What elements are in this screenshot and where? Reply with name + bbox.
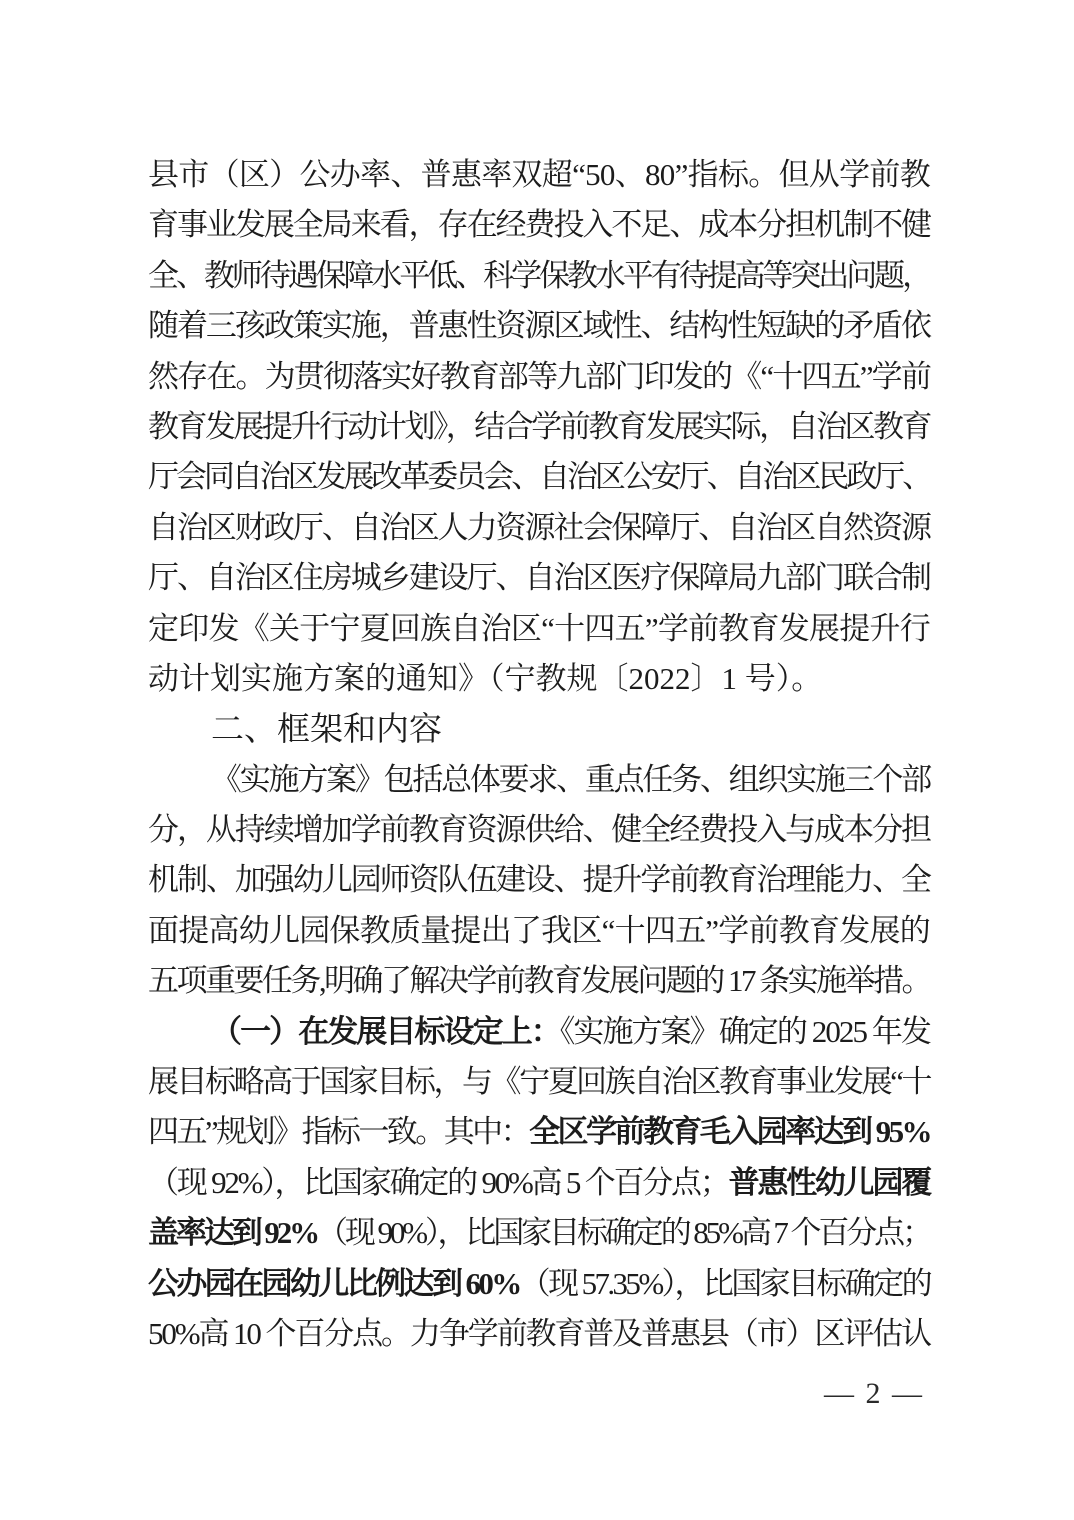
text-line: [148, 1158, 930, 1208]
text-line: [148, 1309, 930, 1359]
text-segment: 全区学前教育毛入园率达到 95%: [529, 1114, 931, 1150]
text-line: [148, 452, 930, 502]
text-segment: 随着三孩政策实施，普惠性资源区域性、结构性短缺的矛盾依: [148, 308, 930, 344]
text-segment: 《实施方案》包括总体要求、重点任务、组织实施三个部: [211, 761, 930, 797]
text-segment: 面提高幼儿园保教质量提出了我区“十四五”学前教育发展的: [148, 912, 930, 948]
text-line: [148, 956, 930, 1006]
text-line: [148, 553, 930, 603]
section-heading: [148, 704, 930, 754]
text-line: [148, 352, 930, 402]
text-segment: 《实施方案》确定的 2025 年发: [559, 1013, 930, 1049]
text-segment: 四五”规划》指标一致。其中：: [148, 1114, 530, 1150]
text-line: [148, 604, 930, 654]
text-segment: 机制、加强幼儿园师资队伍建设、提升学前教育治理能力、全: [148, 862, 930, 898]
text-line: [148, 1007, 930, 1057]
text-segment: 分，从持续增加学前教育资源供给、健全经费投入与成本分担: [148, 812, 930, 848]
text-segment: 盖率达到 92%: [148, 1215, 318, 1251]
text-segment: （现 90%），比国家目标确定的 85%高 7 个百分点；: [317, 1215, 930, 1251]
text-segment: 育事业发展全局来看，存在经费投入不足、成本分担机制不健: [148, 207, 930, 243]
text-segment: 县市（区）公办率、普惠率双超“50、80”指标。但从学前教: [148, 157, 930, 192]
text-segment: 定印发《关于宁夏回族自治区“十四五”学前教育发展提升行: [148, 610, 930, 646]
text-segment: 公办园在园幼儿比例达到 60%: [148, 1265, 520, 1301]
text-line: [148, 200, 930, 250]
page-number: — 2 —: [824, 1377, 924, 1410]
text-line: [148, 1259, 930, 1309]
text-line: [148, 251, 930, 301]
text-segment: 五项重要任务,明确了解决学前教育发展问题的 17 条实施举措。: [148, 963, 930, 999]
text-line: [148, 906, 930, 956]
text-segment: 教育发展提升行动计划》，结合学前教育发展实际，自治区教育: [148, 408, 930, 444]
text-segment: （现 92%），比国家确定的 90%高 5 个百分点；: [148, 1164, 729, 1200]
text-line: [148, 1057, 930, 1107]
text-segment: 普惠性幼儿园覆: [728, 1164, 931, 1200]
text-line: [148, 855, 930, 905]
text-line: [148, 805, 930, 855]
text-line: [148, 402, 930, 452]
text-segment: 自治区财政厅、自治区人力资源社会保障厅、自治区自然资源: [148, 509, 930, 545]
text-line: [148, 755, 930, 805]
text-segment: （现 57.35%），比国家目标确定的: [519, 1265, 930, 1301]
text-segment: 厅、自治区住房城乡建设厅、自治区医疗保障局九部门联合制: [148, 560, 930, 596]
text-segment: （一）在发展目标设定上：: [211, 1013, 560, 1049]
text-segment: 厅会同自治区发展改革委员会、自治区公安厅、自治区民政厅、: [148, 459, 930, 495]
text-segment: 动计划实施方案的通知》（宁教规〔2022〕1 号）。: [148, 660, 823, 696]
text-line: [148, 1208, 930, 1258]
text-segment: 全、教师待遇保障水平低、科学保教水平有待提高等突出问题，: [148, 257, 930, 293]
text-line: [148, 150, 930, 200]
text-line: [148, 1107, 930, 1157]
text-segment: 二、框架和内容: [211, 710, 442, 748]
text-line: [148, 503, 930, 553]
text-body: [148, 150, 930, 1359]
text-line: [148, 654, 930, 704]
text-line: [148, 301, 930, 351]
text-segment: 然存在。为贯彻落实好教育部等九部门印发的《“十四五”学前: [148, 358, 930, 394]
text-segment: 展目标略高于国家目标，与《宁夏回族自治区教育事业发展“十: [148, 1064, 930, 1100]
text-segment: 50%高 10 个百分点。力争学前教育普及普惠县（市）区评估认: [148, 1315, 930, 1351]
